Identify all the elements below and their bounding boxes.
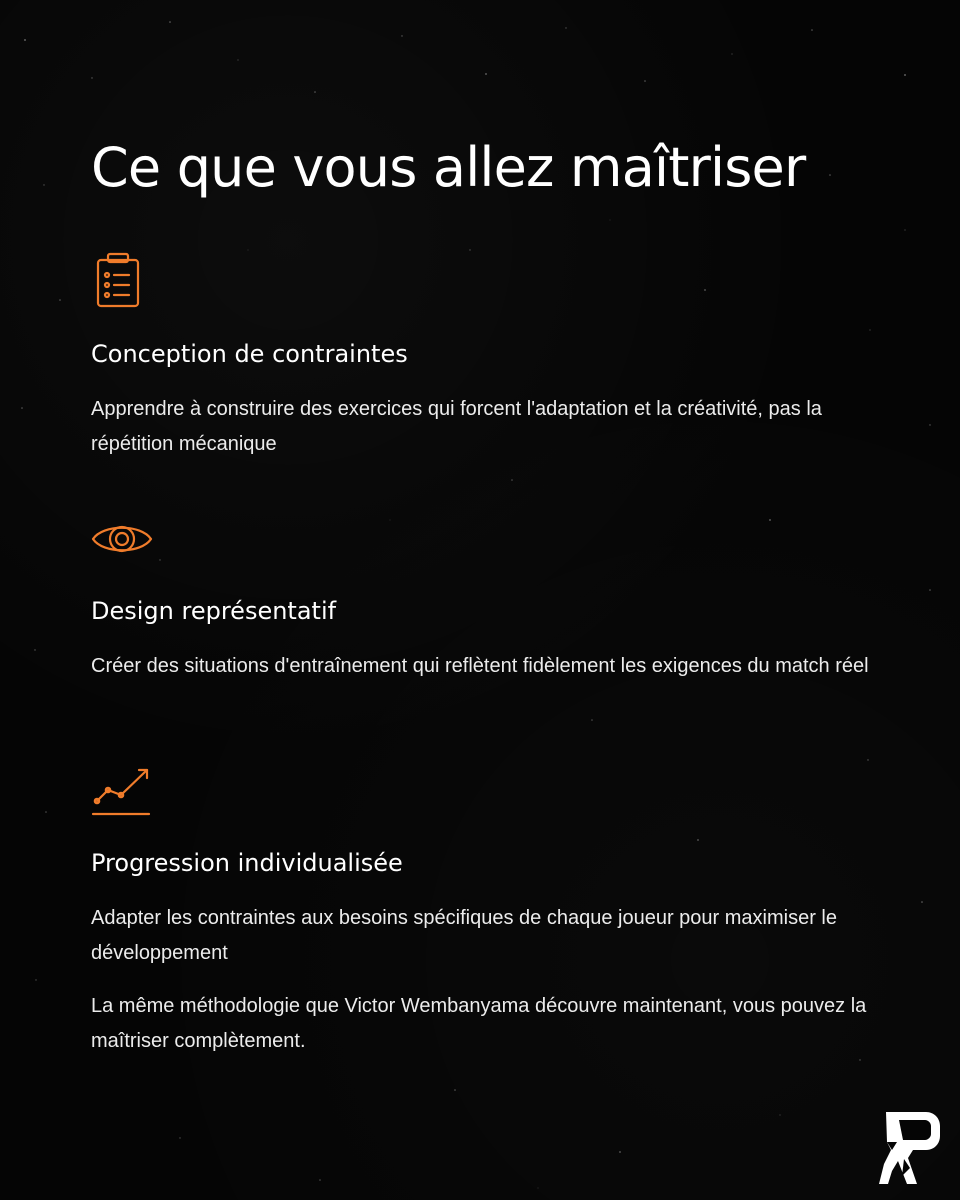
feature-description-progression: Adapter les contraintes aux besoins spécifiques de chaque joueur pour maximiser le développement [91,907,837,964]
eye-icon [91,508,153,570]
feature-title-conception: Conception de contraintes [91,340,408,368]
clipboard-list-icon [91,251,153,313]
page-title: Ce que vous allez maîtriser [91,136,806,199]
closing-text: La même méthodologie que Victor Wembanyama découvre maintenant, vous pouvez la maîtriser complètement. [91,995,867,1052]
feature-item-conception [91,251,881,455]
stylized-p-logo-icon [874,1106,944,1190]
trending-up-chart-icon [91,760,153,822]
feature-item-progression [91,760,881,964]
feature-title-progression: Progression individualisée [91,849,403,877]
feature-title-design: Design représentatif [91,597,337,625]
main-content [91,136,881,1052]
feature-description-design: Créer des situations d'entraînement qui reflètent fidèlement les exigences du match réel [91,655,869,677]
feature-description-conception: Apprendre à construire des exercices qui forcent l'adaptation et la créativité, pas la répétition mécanique [91,398,822,455]
feature-item-design [91,508,881,677]
